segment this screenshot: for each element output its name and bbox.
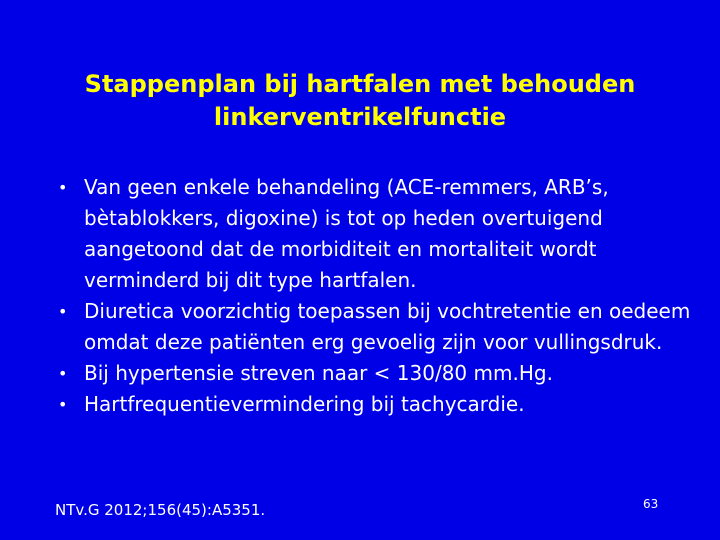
bullet-dot-icon: • <box>58 302 68 321</box>
bullet-list <box>58 172 698 420</box>
bullet-item <box>58 358 698 389</box>
slide-title-line-1: Stappenplan bij hartfalen met behouden <box>84 70 636 98</box>
bullet-text: Van geen enkele behandeling (ACE-remmers, ARB’s, bètablokkers, digoxine) is tot op heden overtuigend aangetoond dat de morbiditeit en mortaliteit wordt verminderd bij dit type hartfalen. <box>84 175 609 292</box>
bullet-text: Diuretica voorzichtig toepassen bij vochtretentie en oedeem omdat deze patiënten erg gevoelig zijn voor vullingsdruk. <box>84 299 691 354</box>
bullet-text: Hartfrequentievermindering bij tachycardie. <box>84 392 525 416</box>
bullet-dot-icon: • <box>58 395 68 414</box>
reference-citation: NTv.G 2012;156(45):A5351. <box>55 501 266 519</box>
slide-title <box>0 68 720 134</box>
bullet-item <box>58 389 698 420</box>
slide-title-line-2: linkerventrikelfunctie <box>213 103 507 131</box>
bullet-item <box>58 172 698 296</box>
page-number: 63 <box>643 497 659 511</box>
bullet-text: Bij hypertensie streven naar < 130/80 mm.Hg. <box>84 361 553 385</box>
bullet-item <box>58 296 698 358</box>
bullet-dot-icon: • <box>58 178 68 197</box>
bullet-dot-icon: • <box>58 364 68 383</box>
